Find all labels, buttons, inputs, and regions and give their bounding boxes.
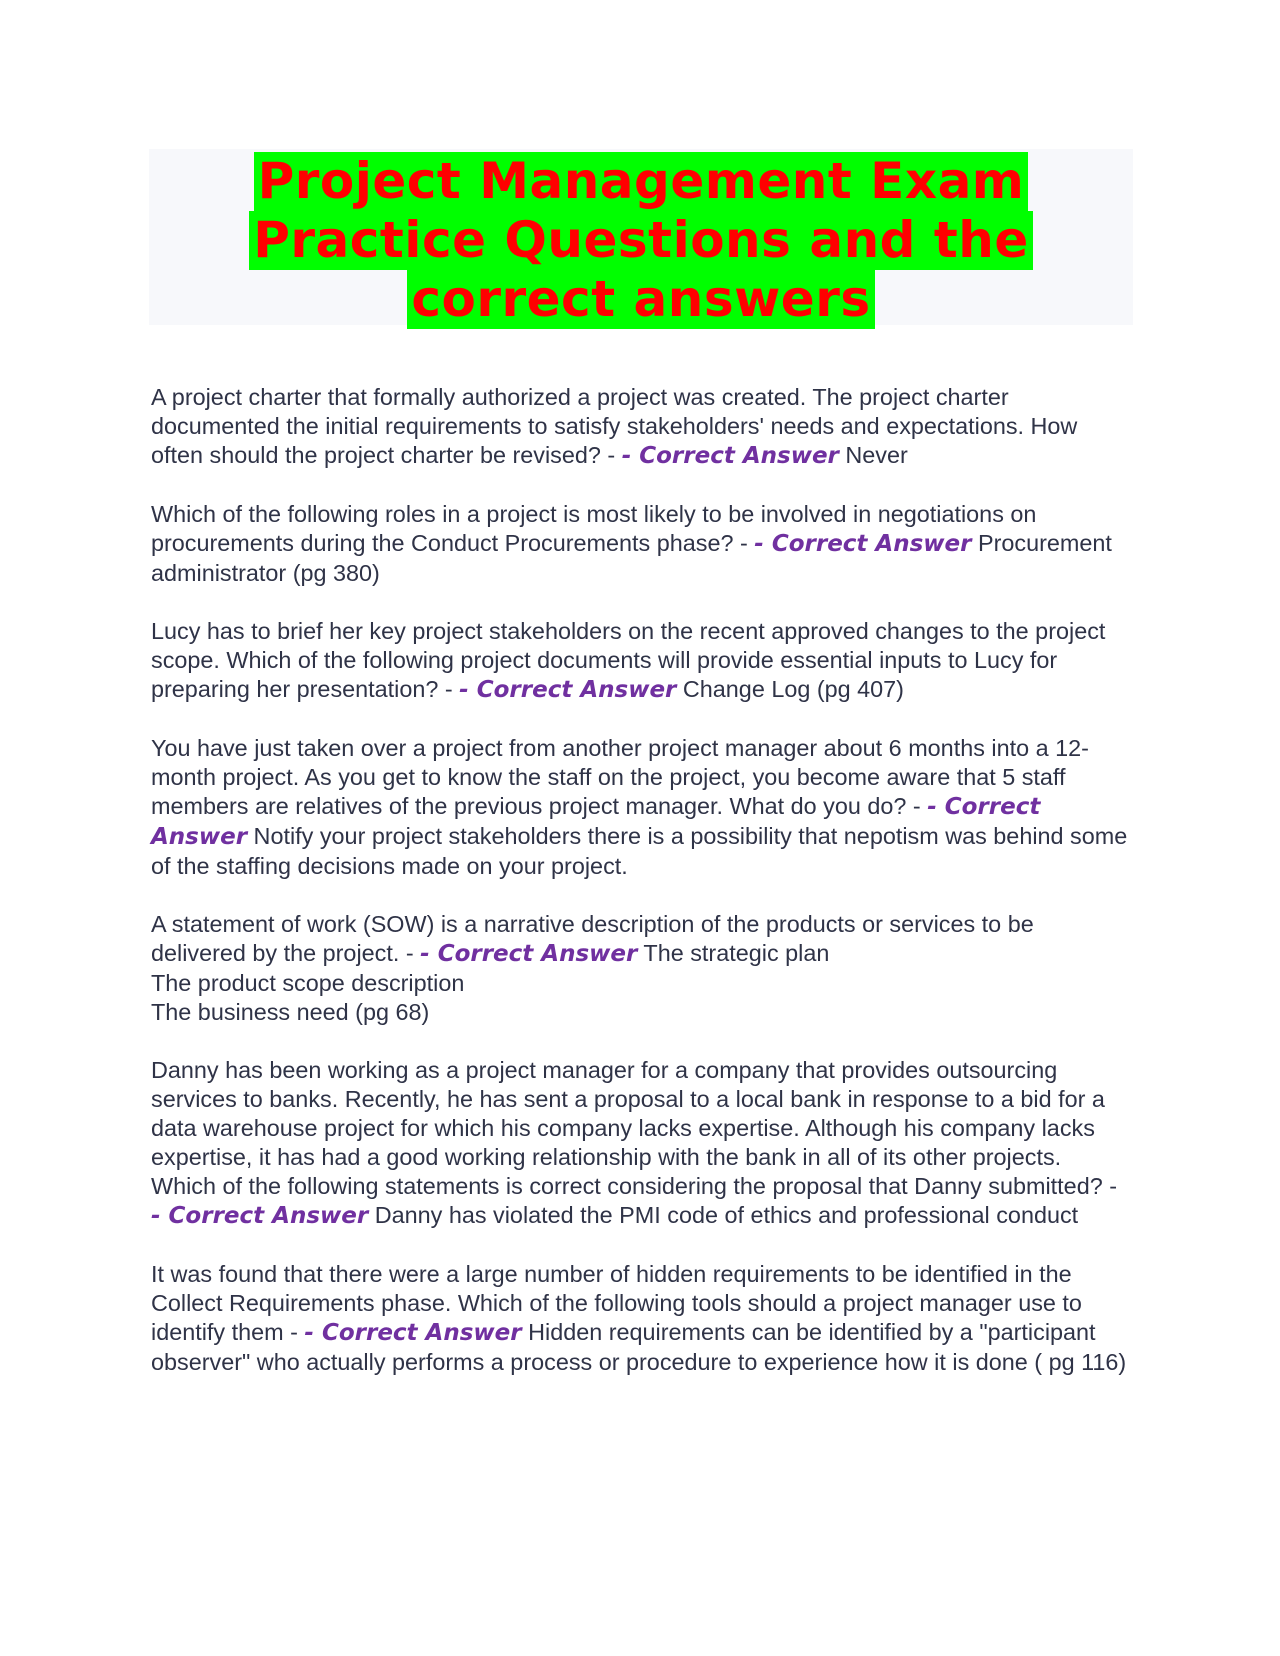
title-line-1: Project Management Exam [254,152,1029,211]
qa-list [151,383,1131,1406]
answer-text-line-2: The product scope description [151,970,465,996]
qa-item-2 [151,500,1131,588]
title-line-3: correct answers [407,270,874,329]
qa-item-4 [151,734,1131,881]
page-title [149,149,1133,329]
answer-text: Procurement administrator (pg 380) [151,530,1112,586]
title-line-2: Practice Questions and the [249,211,1033,270]
correct-answer-label: - Correct Answer [151,794,1041,850]
answer-text: Change Log (pg 407) [676,676,904,702]
correct-answer-label: - Correct Answer [621,443,839,469]
qa-item-3 [151,617,1131,705]
answer-text: Danny has violated the PMI code of ethics and professional conduct [368,1202,1079,1228]
question-text: Danny has been working as a project manager for a company that provides outsourcing services to banks. Recently, he has sent a proposal to a local bank in response to a bid for a data warehouse project for which his company lacks expertise. Although his company lacks expertise, it has had a good working relationship with the bank in all of its other projects. Which of the following statements is correct considering the proposal that Danny submitted? - [151,1057,1117,1199]
qa-item-1 [151,383,1131,471]
qa-item-7 [151,1260,1131,1377]
answer-text-line-3: The business need (pg 68) [151,999,430,1025]
correct-answer-label: - Correct Answer [459,677,677,703]
answer-text: Notify your project stakeholders there is a possibility that nepotism was behind some of the staffing decisions made on your project. [151,823,1128,879]
qa-item-5 [151,910,1131,1027]
correct-answer-label: - Correct Answer [754,531,972,557]
answer-text: Hidden requirements can be identified by a "participant observer" who actually performs a process or procedure to experience how it is done ( pg 116) [151,1319,1127,1375]
correct-answer-label: - Correct Answer [304,1320,522,1346]
question-text: Lucy has to brief her key project stakeholders on the recent approved changes to the project scope. Which of the following project documents will provide essential inputs to Lucy for preparing her presentation? - [151,618,1106,702]
question-text: You have just taken over a project from another project manager about 6 months into a 12-month project. As you get to know the staff on the project, you become aware that 5 staff members are relatives of the previous project manager. What do you do? - [151,735,1089,819]
correct-answer-label: - Correct Answer [420,941,638,967]
qa-item-6 [151,1056,1131,1231]
question-text: It was found that there were a large number of hidden requirements to be identified in the Collect Requirements phase. Which of the following tools should a project manager use to identify them - [151,1261,1082,1345]
correct-answer-label: - Correct Answer [151,1203,369,1229]
answer-text: Never [838,442,908,468]
answer-text: The strategic plan [637,940,830,966]
question-text: Which of the following roles in a project is most likely to be involved in negotiations on procurements during the Conduct Procurements phase? - [151,501,1037,556]
question-text: A statement of work (SOW) is a narrative description of the products or services to be delivered by the project. - [151,911,1034,966]
question-text: A project charter that formally authorized a project was created. The project charter documented the initial requirements to satisfy stakeholders' needs and expectations. How often should the project charter be revised? - [151,384,1078,468]
title-banner [149,149,1133,328]
